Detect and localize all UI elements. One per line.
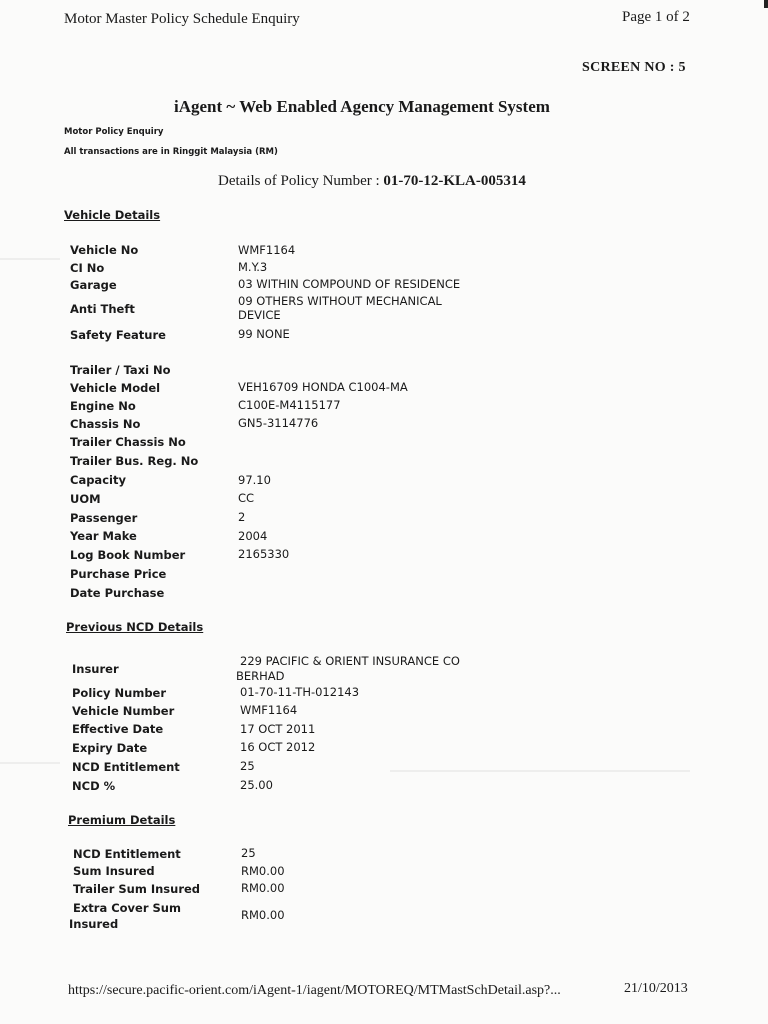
value-log-book-number: 2165330: [238, 547, 290, 561]
value-anti-theft-line2: DEVICE: [238, 308, 281, 322]
scan-smudge: [0, 762, 60, 764]
label-year-make: Year Make: [70, 529, 137, 543]
value-anti-theft: 09 OTHERS WITHOUT MECHANICAL: [238, 294, 442, 308]
page-edge-mark: [764, 0, 768, 8]
value-year-make: 2004: [238, 529, 268, 543]
footer-url: https://secure.pacific-orient.com/iAgent-1/iagent/MOTOREQ/MTMastSchDetail.asp?...: [68, 983, 561, 998]
label-engine-no: Engine No: [70, 399, 136, 413]
label-insurer: Insurer: [72, 662, 119, 676]
value-vehicle-no: WMF1164: [238, 243, 296, 257]
label-anti-theft: Anti Theft: [70, 302, 135, 316]
value-passenger: 2: [238, 510, 246, 524]
label-effective-date: Effective Date: [72, 722, 164, 736]
label-date-purchase: Date Purchase: [70, 586, 165, 600]
policy-number-heading: [218, 173, 526, 190]
value-effective-date: 17 OCT 2011: [240, 722, 316, 736]
value-chassis-no: GN5-3114776: [238, 416, 319, 430]
value-insurer-line2: BERHAD: [236, 669, 285, 683]
value-uom: CC: [238, 491, 255, 505]
label-uom: UOM: [70, 492, 101, 506]
value-safety-feature: 99 NONE: [238, 327, 290, 341]
policy-number: 01-70-12-KLA-005314: [383, 173, 526, 189]
value-engine-no: C100E-M4115177: [238, 398, 341, 412]
label-trailer-bus-reg-no: Trailer Bus. Reg. No: [70, 454, 199, 468]
value-ncd-entitlement: 25: [240, 759, 255, 773]
label-safety-feature: Safety Feature: [70, 328, 166, 342]
value-premium-ncd-entitlement: 25: [241, 846, 256, 860]
value-policy-number: 01-70-11-TH-012143: [240, 685, 360, 699]
label-extra-cover-sum-line2: Insured: [69, 917, 119, 931]
label-trailer-chassis-no: Trailer Chassis No: [70, 435, 186, 449]
label-policy-number: Policy Number: [72, 686, 167, 700]
currency-note: All transactions are in Ringgit Malaysia (RM): [64, 147, 278, 157]
label-trailer-sum-insured: Trailer Sum Insured: [73, 882, 201, 896]
section-previous-ncd: Previous NCD Details: [66, 620, 204, 634]
label-chassis-no: Chassis No: [70, 417, 141, 431]
scan-smudge: [0, 258, 60, 260]
label-log-book-number: Log Book Number: [70, 548, 186, 562]
value-extra-cover-sum: RM0.00: [241, 908, 285, 922]
value-garage: 03 WITHIN COMPOUND OF RESIDENCE: [238, 277, 461, 291]
value-vehicle-number: WMF1164: [240, 703, 298, 717]
policy-prefix: Details of Policy Number :: [218, 173, 384, 189]
label-extra-cover-sum: Extra Cover Sum: [73, 901, 181, 915]
value-ci-no: M.Y.3: [238, 260, 268, 274]
value-expiry-date: 16 OCT 2012: [240, 740, 316, 754]
label-premium-ncd-entitlement: NCD Entitlement: [73, 847, 181, 861]
label-ci-no: CI No: [70, 261, 105, 275]
label-expiry-date: Expiry Date: [72, 741, 148, 755]
value-ncd-percent: 25.00: [240, 778, 273, 792]
value-vehicle-model: VEH16709 HONDA C1004-MA: [238, 380, 408, 394]
page-indicator: Page 1 of 2: [622, 9, 690, 25]
screen-number: SCREEN NO : 5: [582, 60, 686, 75]
label-ncd-percent: NCD %: [72, 779, 116, 793]
page-header-title: Motor Master Policy Schedule Enquiry: [64, 11, 300, 27]
value-capacity: 97.10: [238, 473, 271, 487]
label-vehicle-no: Vehicle No: [70, 243, 139, 257]
page-subtitle: Motor Policy Enquiry: [64, 127, 164, 137]
value-trailer-sum-insured: RM0.00: [241, 881, 285, 895]
app-title: iAgent ~ Web Enabled Agency Management System: [174, 97, 550, 116]
label-passenger: Passenger: [70, 511, 138, 525]
value-insurer: 229 PACIFIC & ORIENT INSURANCE CO: [240, 654, 460, 668]
section-premium-details: Premium Details: [68, 813, 176, 827]
scan-smudge: [390, 770, 690, 772]
footer-date: 21/10/2013: [624, 981, 688, 996]
label-garage: Garage: [70, 278, 117, 292]
label-trailer-taxi-no: Trailer / Taxi No: [70, 363, 171, 377]
label-purchase-price: Purchase Price: [70, 567, 167, 581]
label-capacity: Capacity: [70, 473, 126, 487]
label-ncd-entitlement: NCD Entitlement: [72, 760, 180, 774]
label-vehicle-model: Vehicle Model: [70, 381, 161, 395]
section-vehicle-details: Vehicle Details: [64, 208, 161, 222]
label-sum-insured: Sum Insured: [73, 864, 155, 878]
value-sum-insured: RM0.00: [241, 864, 285, 878]
label-vehicle-number: Vehicle Number: [72, 704, 175, 718]
